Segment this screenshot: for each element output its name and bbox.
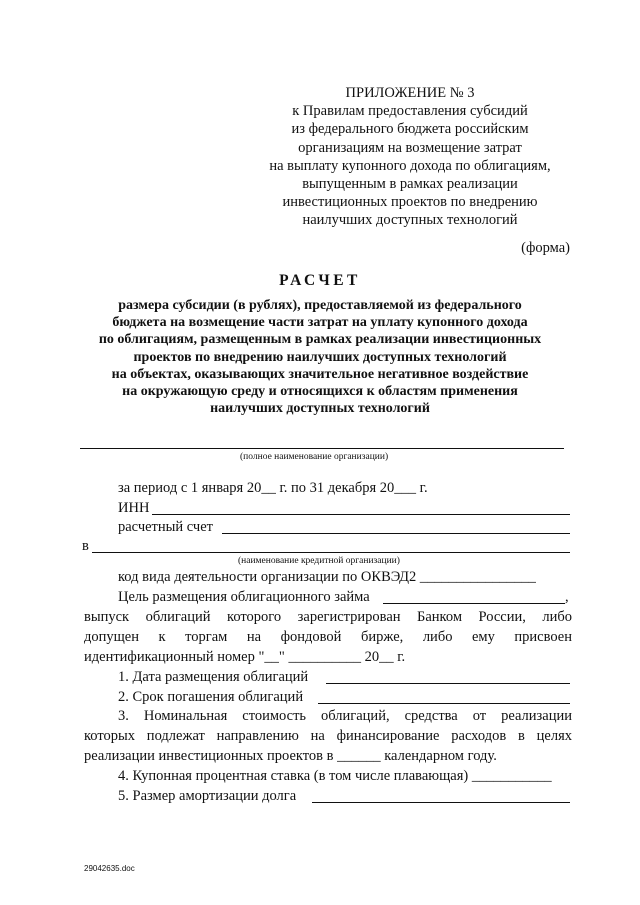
annex-line: к Правилам предоставления субсидий [292, 103, 528, 120]
issue-id-line: идентификационный номер "__" __________ 20__ г. [84, 649, 406, 665]
annex-number: ПРИЛОЖЕНИЕ № 3 [345, 85, 475, 101]
org-name-line[interactable] [80, 448, 564, 449]
document-subtitle [80, 297, 560, 417]
annex-line: выпущенным в рамках реализации [302, 176, 518, 193]
subtitle-line: на окружающую среду и относящихся к областям применения [122, 384, 518, 400]
subtitle-line: по облигациям, размещенным в рамках реализации инвестиционных [98, 332, 542, 348]
bank-caption: (наименование кредитной организации) [238, 556, 400, 566]
item-nominal-value: 3. Номинальная стоимость облигаций, средства от реализации [118, 708, 572, 724]
subtitle-line: проектов по внедрению наилучших доступных технологий [133, 349, 507, 365]
account-field[interactable] [222, 533, 570, 534]
item-nominal-value-end: реализации инвестиционных проектов в ______ календарном году. [84, 748, 497, 764]
purpose-comma: , [565, 589, 569, 605]
amortization-field[interactable] [312, 802, 570, 803]
annex-line: организациям на возмещение затрат [298, 139, 522, 156]
file-name-footer: 29042635.doc [84, 864, 135, 873]
subtitle-line: бюджета на возмещение части затрат на уплату купонного дохода [112, 315, 528, 331]
item-coupon-rate: 4. Купонная процентная ставка (в том числе плавающая) ___________ [118, 768, 552, 784]
subtitle-line: на объектах, оказывающих значительное негативное воздействие [111, 366, 529, 382]
bank-prefix: в [82, 538, 89, 554]
placement-date-field[interactable] [326, 683, 570, 684]
item-amortization: 5. Размер амортизации долга [118, 788, 297, 804]
annex-header [260, 84, 560, 230]
annex-line: инвестиционных проектов по внедрению [282, 194, 538, 211]
inn-label: ИНН [118, 500, 150, 516]
item-nominal-value-cont: которых подлежат направлению на финансирование расходов в целях [84, 728, 572, 744]
document-title: РАСЧЕТ [279, 272, 361, 289]
inn-field[interactable] [152, 514, 570, 515]
okved-line: код вида деятельности организации по ОКВЭД2 ________________ [118, 569, 536, 585]
issue-line: выпуск облигаций которого зарегистрирован Банком России, либо [84, 609, 572, 625]
annex-line: из федерального бюджета российским [291, 121, 529, 138]
org-name-caption: (полное наименование организации) [240, 452, 389, 462]
subtitle-line: наилучших доступных технологий [210, 401, 430, 417]
form-label: (форма) [521, 240, 570, 256]
item-placement-date: 1. Дата размещения облигаций [118, 669, 309, 685]
annex-line: на выплату купонного дохода по облигациям, [269, 157, 551, 174]
period-line: за период с 1 января 20__ г. по 31 декабря 20___ г. [118, 480, 428, 496]
purpose-field[interactable] [383, 603, 565, 604]
bank-field[interactable] [92, 552, 570, 553]
issue-line: допущен к торгам на фондовой бирже, либо ему присвоен [84, 629, 572, 645]
purpose-label: Цель размещения облигационного займа [118, 589, 370, 605]
item-maturity: 2. Срок погашения облигаций [118, 689, 304, 705]
account-label: расчетный счет [118, 519, 213, 535]
annex-line: наилучших доступных технологий [302, 212, 518, 229]
subtitle-line: размера субсидии (в рублях), предоставляемой из федерального [118, 298, 522, 313]
maturity-field[interactable] [318, 703, 570, 704]
